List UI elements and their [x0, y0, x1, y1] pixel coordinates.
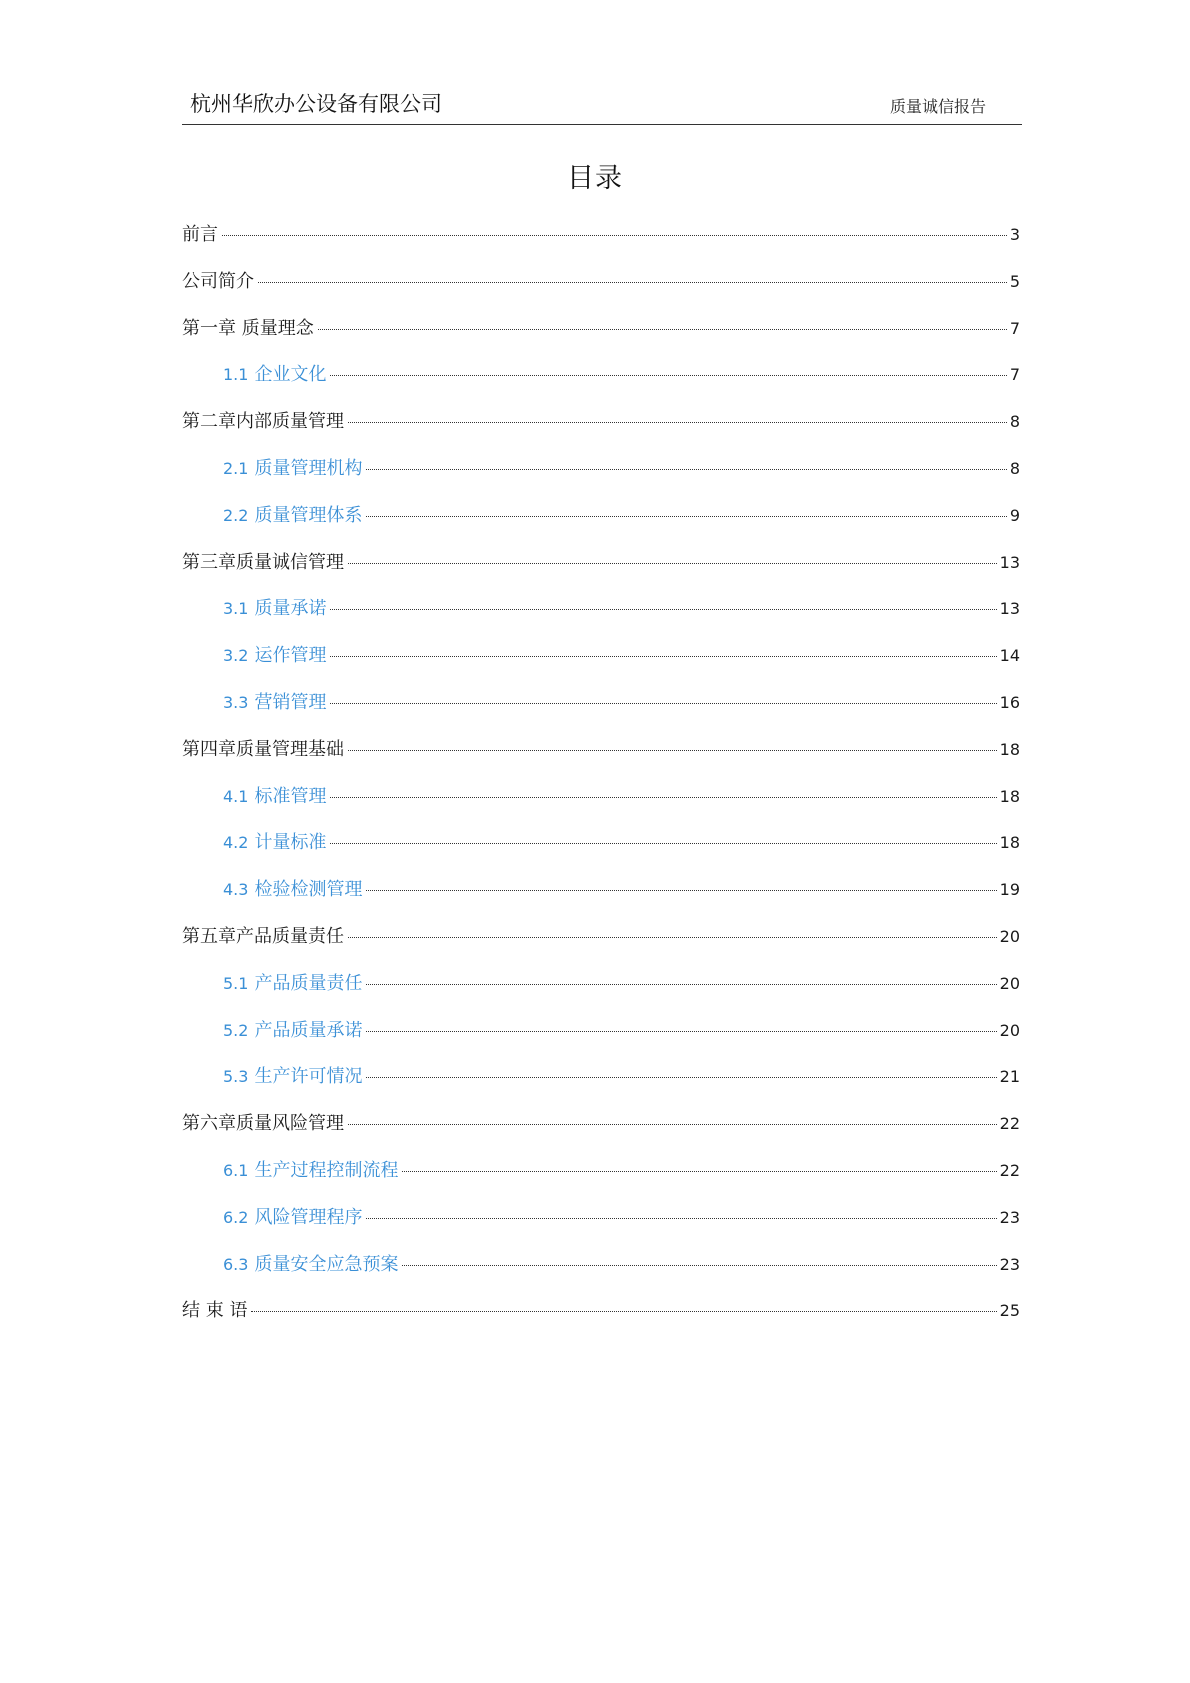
toc-section-entry[interactable]: [182, 875, 1020, 922]
toc-page-number: 23: [999, 1207, 1020, 1227]
toc-entry-text: 第五章产品质量责任: [182, 925, 344, 947]
toc-section-number: 6.3: [223, 1254, 249, 1274]
toc-entry-text: 风险管理程序: [254, 1206, 363, 1228]
toc-section-entry[interactable]: [182, 594, 1020, 641]
toc-entry-text: 第四章质量管理基础: [182, 738, 344, 760]
toc-dot-leader: [348, 422, 1007, 423]
toc-section-entry[interactable]: [182, 1250, 1020, 1297]
toc-section-number: 1.1: [223, 365, 249, 385]
toc-dot-leader: [318, 329, 1007, 330]
toc-page-number: 20: [999, 973, 1020, 993]
toc-page-number: 20: [999, 926, 1020, 946]
toc-chapter-entry[interactable]: [182, 220, 1020, 267]
toc-dot-leader: [330, 656, 996, 657]
toc-page-number: 16: [999, 692, 1020, 712]
toc-entry-text: 第三章质量诚信管理: [182, 551, 344, 573]
toc-page-number: 25: [999, 1301, 1020, 1321]
toc-section-number: 5.3: [223, 1067, 249, 1087]
toc-entry-text: 质量管理机构: [254, 457, 363, 479]
toc-chapter-entry[interactable]: [182, 407, 1020, 454]
toc-dot-leader: [348, 750, 997, 751]
toc-section-number: 3.1: [223, 599, 249, 619]
toc-entry-text: 企业文化: [254, 364, 327, 386]
toc-dot-leader: [366, 1077, 996, 1078]
toc-entry-label: [182, 922, 344, 948]
header-report-title: 质量诚信报告: [889, 97, 986, 116]
toc-entry-label: [182, 548, 344, 574]
toc-entry-label: [223, 360, 326, 386]
toc-section-number: 3.2: [223, 646, 249, 666]
toc-page-number: 14: [999, 646, 1020, 666]
toc-entry-label: [223, 688, 326, 714]
toc-chapter-entry[interactable]: [182, 314, 1020, 361]
toc-chapter-entry[interactable]: [182, 735, 1020, 782]
toc-chapter-entry[interactable]: [182, 1109, 1020, 1156]
toc-page-number: 18: [999, 833, 1020, 853]
toc-entry-label: [223, 641, 326, 667]
toc-page-number: 5: [1009, 271, 1020, 291]
toc-section-number: 6.2: [223, 1207, 249, 1227]
toc-entry-text: 质量安全应急预案: [254, 1253, 399, 1275]
toc-entry-text: 运作管理: [254, 645, 327, 667]
toc-dot-leader: [366, 984, 996, 985]
toc-page-number: 7: [1009, 318, 1020, 338]
toc-entry-label: [182, 407, 344, 433]
toc-section-number: 4.1: [223, 786, 249, 806]
toc-section-number: 5.2: [223, 1020, 249, 1040]
toc-page-number: 3: [1009, 225, 1020, 244]
toc-dot-leader: [366, 1218, 996, 1219]
toc-dot-leader: [348, 563, 997, 564]
toc-chapter-entry[interactable]: [182, 548, 1020, 595]
toc-entry-label: [182, 735, 344, 761]
toc-entry-text: 第六章质量风险管理: [182, 1113, 344, 1135]
toc-dot-leader: [402, 1171, 996, 1172]
toc-section-number: 2.2: [223, 505, 249, 525]
toc-section-entry[interactable]: [182, 1203, 1020, 1250]
toc-entry-label: [223, 454, 362, 480]
toc-section-entry[interactable]: [182, 454, 1020, 501]
toc-entry-label: [223, 875, 362, 901]
toc-page-number: 13: [999, 599, 1020, 619]
toc-entry-text: 生产过程控制流程: [254, 1159, 399, 1181]
toc-dot-leader: [348, 1124, 997, 1125]
toc-entry-label: [223, 1016, 362, 1042]
toc-dot-leader: [330, 609, 996, 610]
toc-dot-leader: [330, 703, 996, 704]
toc-entry-label: [223, 1250, 398, 1276]
toc-page-number: 9: [1009, 505, 1020, 525]
toc-page-number: 7: [1009, 365, 1020, 385]
toc-section-entry[interactable]: [182, 641, 1020, 688]
toc-section-number: 6.1: [223, 1160, 249, 1180]
toc-entry-text: 第一章 质量理念: [182, 317, 314, 339]
toc-section-entry[interactable]: [182, 782, 1020, 829]
toc-page-number: 22: [999, 1114, 1020, 1134]
toc-entry-label: [223, 1156, 398, 1182]
toc-section-entry[interactable]: [182, 969, 1020, 1016]
toc-section-number: 2.1: [223, 458, 249, 478]
toc-page-number: 23: [999, 1254, 1020, 1274]
toc-section-entry[interactable]: [182, 360, 1020, 407]
toc-dot-leader: [330, 797, 996, 798]
toc-entry-label: [182, 314, 314, 340]
page-header: [182, 86, 1022, 125]
toc-entry-label: [223, 501, 362, 527]
toc-entry-label: [223, 782, 326, 808]
toc-page-number: 18: [999, 739, 1020, 759]
toc-page-number: 20: [999, 1020, 1020, 1040]
toc-entry-label: [223, 969, 362, 995]
toc-entry-label: [223, 594, 326, 620]
toc-dot-leader: [222, 235, 1007, 236]
table-of-contents: [182, 220, 1020, 1343]
toc-section-entry[interactable]: [182, 1062, 1020, 1109]
toc-chapter-entry[interactable]: [182, 1296, 1020, 1343]
toc-section-number: 4.2: [223, 833, 249, 853]
toc-entry-text: 产品质量承诺: [254, 1019, 363, 1041]
toc-page-number: 8: [1009, 412, 1020, 432]
toc-dot-leader: [366, 469, 1006, 470]
toc-section-entry[interactable]: [182, 828, 1020, 875]
toc-entry-text: 结 束 语: [182, 1300, 248, 1322]
toc-entry-text: 产品质量责任: [254, 972, 363, 994]
toc-dot-leader: [366, 890, 996, 891]
toc-section-entry[interactable]: [182, 501, 1020, 548]
toc-section-number: 3.3: [223, 692, 249, 712]
toc-entry-text: 公司简介: [182, 270, 254, 292]
toc-page-number: 21: [999, 1067, 1020, 1087]
toc-section-entry[interactable]: [182, 688, 1020, 735]
toc-section-number: 4.3: [223, 880, 249, 900]
toc-section-number: 5.1: [223, 973, 249, 993]
toc-entry-text: 检验检测管理: [254, 879, 363, 901]
toc-dot-leader: [330, 843, 996, 844]
toc-entry-text: 质量管理体系: [254, 504, 363, 526]
toc-entry-label: [223, 828, 326, 854]
toc-dot-leader: [402, 1265, 996, 1266]
toc-entry-text: 营销管理: [254, 691, 327, 713]
toc-title: 目录: [567, 163, 623, 194]
toc-dot-leader: [366, 1031, 996, 1032]
toc-chapter-entry[interactable]: [182, 922, 1020, 969]
toc-dot-leader: [348, 937, 997, 938]
toc-section-entry[interactable]: [182, 1016, 1020, 1063]
toc-dot-leader: [330, 375, 1006, 376]
toc-page-number: 22: [999, 1160, 1020, 1180]
toc-entry-label: [182, 220, 218, 246]
toc-entry-text: 第二章内部质量管理: [182, 411, 344, 433]
toc-entry-label: [223, 1062, 362, 1088]
toc-section-entry[interactable]: [182, 1156, 1020, 1203]
toc-page-number: 18: [999, 786, 1020, 806]
toc-entry-text: 质量承诺: [254, 598, 327, 620]
toc-entry-text: 标准管理: [254, 785, 327, 807]
toc-dot-leader: [251, 1311, 996, 1312]
header-company-name: 杭州华欣办公设备有限公司: [190, 92, 442, 116]
toc-entry-label: [182, 1109, 344, 1135]
toc-page-number: 19: [999, 880, 1020, 900]
toc-page-number: 8: [1009, 458, 1020, 478]
toc-chapter-entry[interactable]: [182, 267, 1020, 314]
toc-dot-leader: [366, 516, 1006, 517]
toc-entry-text: 计量标准: [254, 832, 327, 854]
toc-entry-label: [223, 1203, 362, 1229]
toc-page-number: 13: [999, 552, 1020, 572]
toc-entry-text: 前言: [182, 224, 218, 245]
toc-entry-text: 生产许可情况: [254, 1066, 363, 1088]
toc-dot-leader: [258, 282, 1007, 283]
toc-entry-label: [182, 1296, 247, 1322]
toc-entry-label: [182, 267, 254, 293]
